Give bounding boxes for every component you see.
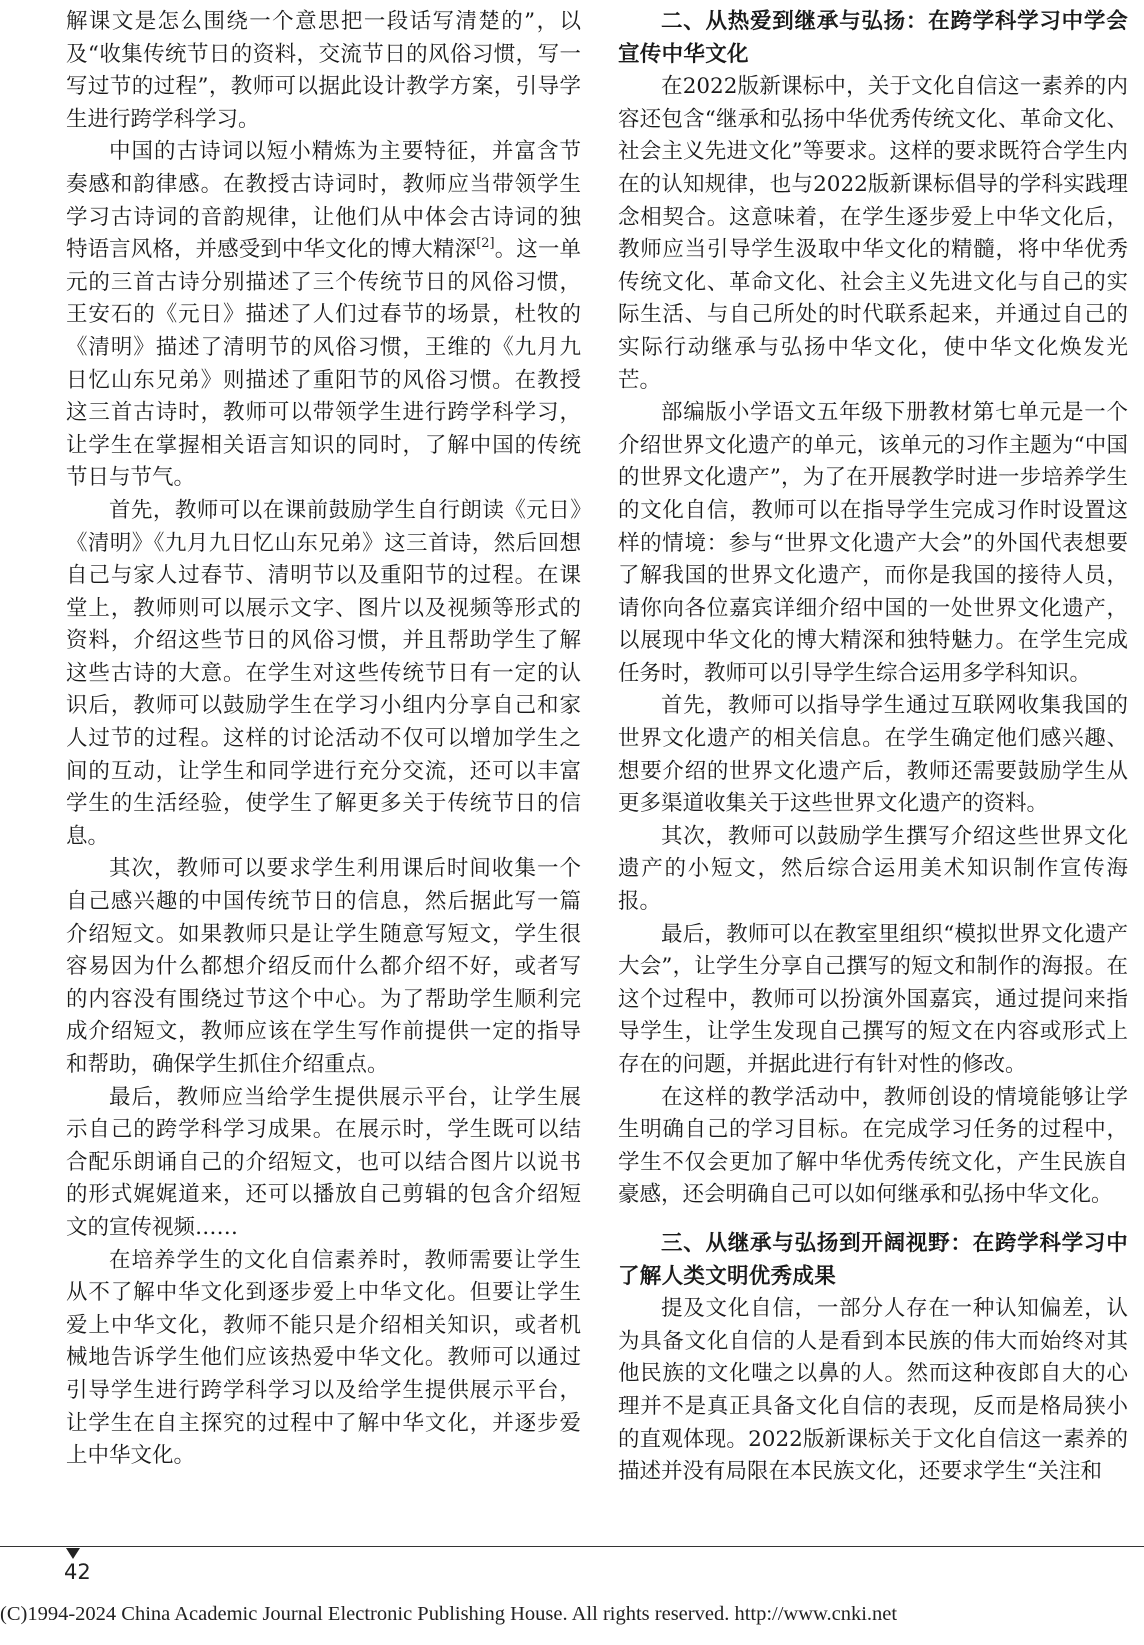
section-heading: 二、从热爱到继承与弘扬：在跨学科学习中学会宣传中华文化 bbox=[618, 9, 1128, 67]
paragraph: 最后，教师应当给学生提供展示平台，让学生展示自己的跨学科学习成果。在展示时，学生既可以结合配乐朗诵自己的介绍短文，也可以结合图片以说书的形式娓娓道来，还可以播放自己剪辑的包含介绍短文的宣传视频…… bbox=[66, 1084, 581, 1240]
citation-ref: [2] bbox=[476, 236, 495, 252]
paragraph: 在2022版新课标中，关于文化自信这一素养的内容还包含“继承和弘扬中华优秀传统文化、革命文化、社会主义先进文化”等要求。这样的要求既符合学生内在的认知规律，也与2022版新课标倡导的学科实践理念相契合。这意味着，在学生逐步爱上中华文化后，教师应当引导学生汲取中华文化的精髓，将中华优秀传统文化、革命文化、社会主义先进文化与自己的实际生活、与自己所处的时代联系起来，并通过自己的实际行动继承与弘扬中华文化，使中华文化焕发光芒。 bbox=[618, 74, 1128, 393]
paragraph: 在这样的教学活动中，教师创设的情境能够让学生明确自己的学习目标。在完成学习任务的过程中，学生不仅会更加了解中华优秀传统文化，产生民族自豪感，还会明确自己可以如何继承和弘扬中华文化。 bbox=[618, 1084, 1128, 1208]
copyright-footer: (C)1994-2024 China Academic Journal Electronic Publishing House. All rights reserved. http://www.cnki.net bbox=[0, 1603, 898, 1625]
section-heading: 三、从继承与弘扬到开阔视野：在跨学科学习中了解人类文明优秀成果 bbox=[618, 1230, 1128, 1289]
paragraph: 首先，教师可以在课前鼓励学生自行朗读《元日》《清明》《九月九日忆山东兄弟》这三首诗，然后回想自己与家人过春节、清明节以及重阳节的过程。在课堂上，教师则可以展示文字、图片以及视频等形式的资料，介绍这些节日的风俗习惯，并且帮助学生了解这些古诗的大意。在学生对这些传统节日有一定的认识后，教师可以鼓励学生在学习小组内分享自己和家人过节的过程。这样的讨论活动不仅可以增加学生之间的互动，让学生和同学进行充分交流，还可以丰富学生的生活经验，使学生了解更多关于传统节日的信息。 bbox=[66, 497, 581, 849]
page-marker-triangle-icon bbox=[66, 1548, 80, 1559]
footer-rule bbox=[0, 1546, 1144, 1547]
paragraph: 首先，教师可以指导学生通过互联网收集我国的世界文化遗产的相关信息。在学生确定他们感兴趣、想要介绍的世界文化遗产后，教师还需要鼓励学生从更多渠道收集关于这些世界文化遗产的资料。 bbox=[618, 693, 1128, 817]
paragraph: 中国的古诗词以短小精炼为主要特征，并富含节奏感和韵律感。在教授古诗词时，教师应当带领学生学习古诗词的音韵规律，让他们从中体会古诗词的独特语言风格，并感受到中华文化的博大精深[2]。这一单元的三首古诗分别描述了三个传统节日的风俗习惯，王安石的《元日》描述了人们过春节的场景，杜牧的《清明》描述了清明节的风俗习惯，王维的《九月九日忆山东兄弟》则描述了重阳节的风俗习惯。在教授这三首古诗时，教师可以带领学生进行跨学科学习，让学生在掌握相关语言知识的同时，了解中国的传统节日与节气。 bbox=[66, 139, 581, 491]
right-column bbox=[618, 6, 1128, 1489]
paragraph: 部编版小学语文五年级下册教材第七单元是一个介绍世界文化遗产的单元，该单元的习作主题为“中国的世界文化遗产”，为了在开展教学时进一步培养学生的文化自信，教师可以在指导学生完成习作时设置这样的情境：参与“世界文化遗产大会”的外国代表想要了解我国的世界文化遗产，而你是我国的接待人员，请你向各位嘉宾详细介绍中国的一处世界文化遗产，以展现中华文化的博大精深和独特魅力。在学生完成任务时，教师可以引导学生综合运用多学科知识。 bbox=[618, 400, 1128, 686]
paragraph: 最后，教师可以在教室里组织“模拟世界文化遗产大会”，让学生分享自己撰写的短文和制作的海报。在这个过程中，教师可以扮演外国嘉宾，通过提问来指导学生，让学生发现自己撰写的短文在内容或形式上存在的问题，并据此进行有针对性的修改。 bbox=[618, 921, 1128, 1077]
paragraph: 解课文是怎么围绕一个意思把一段话写清楚的”，以及“收集传统节日的资料，交流节日的风俗习惯，写一写过节的过程”，教师可以据此设计教学方案，引导学生进行跨学科学习。 bbox=[66, 9, 581, 132]
paragraph: 在培养学生的文化自信素养时，教师需要让学生从不了解中华文化到逐步爱上中华文化。但要让学生爱上中华文化，教师不能只是介绍相关知识，或者机械地告诉学生他们应该热爱中华文化。教师可以通过引导学生进行跨学科学习以及给学生提供展示平台，让学生在自主探究的过程中了解中华文化，并逐步爱上中华文化。 bbox=[66, 1247, 581, 1469]
page-number: 42 bbox=[64, 1560, 91, 1584]
paragraph: 提及文化自信，一部分人存在一种认知偏差，认为具备文化自信的人是看到本民族的伟大而始终对其他民族的文化嗤之以鼻的人。然而这种夜郎自大的心理并不是真正具备文化自信的表现，反而是格局狭小的直观体现。2022版新课标关于文化自信这一素养的描述并没有局限在本民族文化，还要求学生“关注和 bbox=[618, 1296, 1128, 1485]
left-column bbox=[66, 6, 581, 1473]
paragraph: 其次，教师可以要求学生利用课后时间收集一个自己感兴趣的中国传统节日的信息，然后据此写一篇介绍短文。如果教师只是让学生随意写短文，学生很容易因为什么都想介绍反而什么都介绍不好，或者写的内容没有围绕过节这个中心。为了帮助学生顺利完成介绍短文，教师应该在学生写作前提供一定的指导和帮助，确保学生抓住介绍重点。 bbox=[66, 856, 581, 1077]
paragraph: 其次，教师可以鼓励学生撰写介绍这些世界文化遗产的小短文，然后综合运用美术知识制作宣传海报。 bbox=[618, 823, 1128, 915]
